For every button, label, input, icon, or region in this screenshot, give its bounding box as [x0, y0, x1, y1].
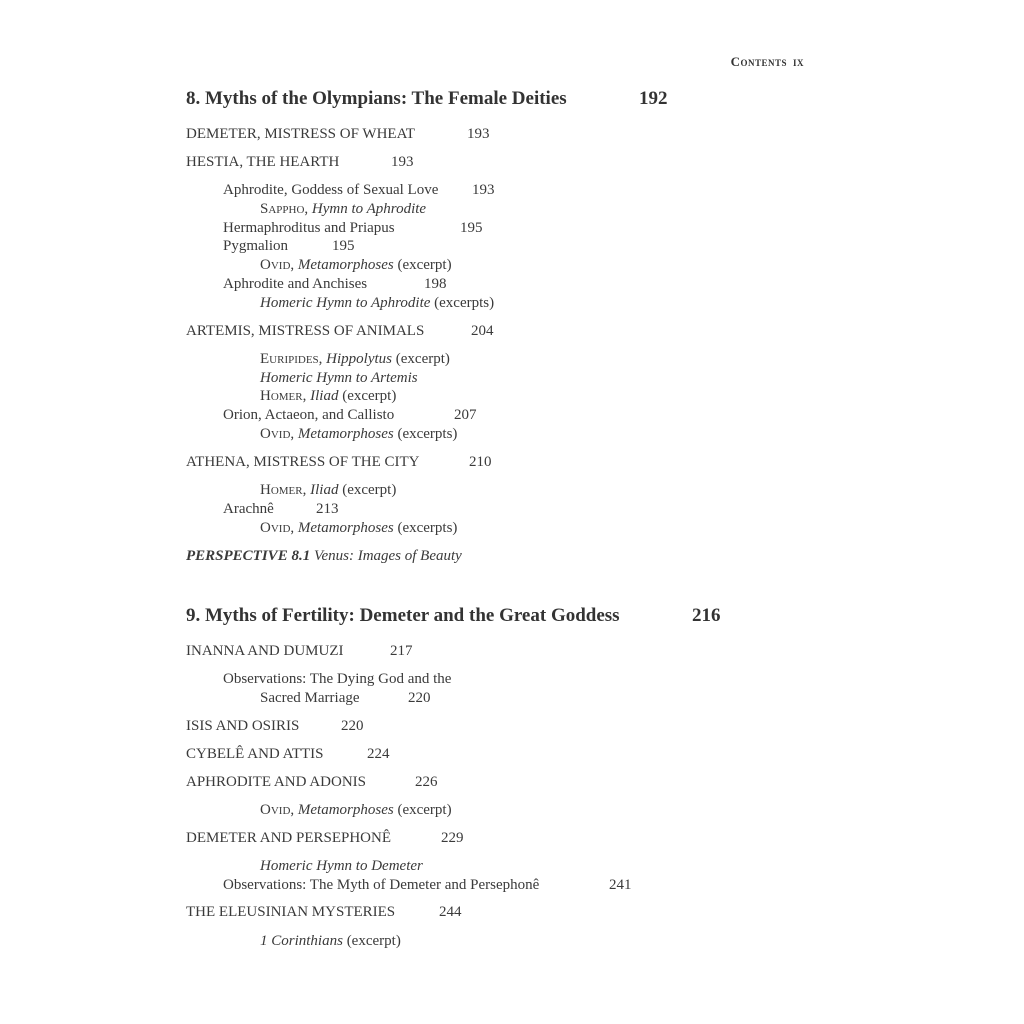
reading-note: (excerpt) [395, 351, 450, 367]
toc-entry-arachne[interactable] [223, 501, 339, 518]
reading-note: (excerpt) [342, 482, 397, 498]
entry-title: Pygmalion [223, 238, 289, 254]
entry-title: Hermaphroditus and Priapus [223, 220, 395, 236]
chapter-title: 9. Myths of Fertility: Demeter and the Great Goddess [186, 605, 620, 626]
reading-work: Homeric Hymn to Demeter [260, 858, 423, 874]
toc-entry-isis[interactable] [186, 718, 364, 735]
entry-title: HESTIA, THE HEARTH [186, 154, 340, 170]
reading-hymn-aphrodite [260, 295, 494, 312]
toc-entry-pygmalion[interactable] [223, 238, 355, 255]
reading-work: Metamorphoses [297, 520, 394, 536]
entry-title: ATHENA, MISTRESS OF THE CITY [186, 454, 420, 470]
reading-note: (excerpt) [342, 388, 397, 404]
reading-homer-2: Homer, Iliad (excerpt) [260, 482, 397, 498]
entry-title: Observations: The Myth of Demeter and Persephonê [223, 877, 540, 893]
entry-page: 210 [469, 454, 492, 470]
entry-page: 213 [316, 501, 339, 517]
entry-title: DEMETER, MISTRESS OF WHEAT [186, 126, 415, 142]
entry-title: DEMETER AND PERSEPHONÊ [186, 830, 392, 846]
reading-author: Ovid [260, 802, 291, 818]
toc-entry-orion[interactable] [223, 407, 477, 424]
entry-page: 229 [441, 830, 464, 846]
entry-title: Aphrodite, Goddess of Sexual Love [223, 182, 439, 198]
toc-entry-artemis[interactable] [186, 323, 494, 340]
reading-author: Sappho [260, 201, 305, 217]
reading-work: Metamorphoses [297, 426, 394, 442]
reading-euripides: Euripides, Hippolytus (excerpt) [260, 351, 450, 367]
toc-entry-athena[interactable] [186, 454, 492, 471]
reading-ovid-2: Ovid, Metamorphoses (excerpts) [260, 426, 458, 442]
perspective-entry[interactable] [186, 548, 462, 565]
reading-work: Iliad [310, 388, 339, 404]
reading-work: 1 Corinthians [260, 933, 343, 949]
toc-entry-persephone[interactable] [186, 830, 464, 847]
reading-author: Ovid [260, 426, 291, 442]
reading-note: (excerpt) [397, 802, 452, 818]
toc-entry-observations-dying-god[interactable] [223, 671, 451, 688]
reading-homer-1: Homer, Iliad (excerpt) [260, 388, 397, 404]
entry-page: 226 [415, 774, 438, 790]
perspective-title: Venus: Images of Beauty [313, 548, 462, 564]
toc-entry-hestia[interactable] [186, 154, 414, 171]
running-head [731, 54, 804, 70]
entry-page: 207 [454, 407, 477, 423]
reading-author: Ovid [260, 257, 291, 273]
entry-title: ISIS AND OSIRIS [186, 718, 300, 734]
chapter-page: 216 [692, 605, 721, 626]
toc-entry-hermaphroditus[interactable] [223, 220, 483, 237]
reading-note: (excerpts) [434, 295, 495, 311]
entry-title: CYBELÊ AND ATTIS [186, 746, 324, 762]
reading-note: (excerpts) [397, 520, 458, 536]
reading-work: Hymn to Aphrodite [311, 201, 427, 217]
running-head-label: Contents [730, 54, 787, 69]
toc-entry-observations-demeter[interactable] [223, 877, 632, 894]
entry-title: Aphrodite and Anchises [223, 276, 368, 292]
reading-work: Homeric Hymn to Aphrodite [260, 295, 431, 311]
reading-author: Euripides [260, 351, 319, 367]
toc-entry-cybele[interactable] [186, 746, 390, 763]
entry-page: 193 [391, 154, 414, 170]
entry-page: 193 [472, 182, 495, 198]
toc-entry-adonis[interactable] [186, 774, 438, 791]
perspective-label: PERSPECTIVE 8.1 [186, 548, 311, 564]
reading-author: Homer [260, 388, 303, 404]
reading-work: Metamorphoses [297, 257, 394, 273]
entry-page: 193 [467, 126, 490, 142]
toc-entry-observations-dying-god-cont[interactable] [260, 690, 431, 707]
entry-title: ARTEMIS, MISTRESS OF ANIMALS [186, 323, 425, 339]
chapter-9-heading[interactable] [186, 605, 721, 627]
reading-work: Hippolytus [326, 351, 393, 367]
entry-page: 224 [367, 746, 390, 762]
toc-entry-inanna[interactable] [186, 643, 413, 660]
entry-title: INANNA AND DUMUZI [186, 643, 344, 659]
reading-work: Homeric Hymn to Artemis [260, 370, 418, 386]
entry-page: 195 [332, 238, 355, 254]
entry-page: 217 [390, 643, 413, 659]
chapter-page: 192 [639, 88, 668, 109]
entry-title: THE ELEUSINIAN MYSTERIES [186, 904, 396, 920]
toc-entry-aphrodite[interactable] [223, 182, 495, 199]
reading-note: (excerpt) [346, 933, 401, 949]
reading-ovid-1: Ovid, Metamorphoses (excerpt) [260, 257, 452, 273]
entry-page: 220 [408, 690, 431, 706]
reading-hymn-artemis [260, 370, 418, 387]
entry-page: 241 [609, 877, 632, 893]
reading-work: Iliad [310, 482, 339, 498]
reading-author: Ovid [260, 520, 291, 536]
reading-sappho: Sappho, Hymn to Aphrodite [260, 201, 427, 217]
reading-ovid-3: Ovid, Metamorphoses (excerpts) [260, 520, 458, 536]
entry-title-line-2: Sacred Marriage [260, 690, 360, 706]
toc-entry-eleusinian[interactable] [186, 904, 462, 921]
entry-title-line-1: Observations: The Dying God and the [223, 671, 452, 687]
reading-hymn-demeter [260, 858, 423, 875]
entry-title: APHRODITE AND ADONIS [186, 774, 367, 790]
chapter-title: 8. Myths of the Olympians: The Female Deities [186, 88, 567, 109]
toc-entry-anchises[interactable] [223, 276, 447, 293]
page-number: ix [792, 54, 804, 69]
entry-page: 198 [424, 276, 447, 292]
entry-page: 195 [460, 220, 483, 236]
reading-note: (excerpts) [397, 426, 458, 442]
reading-note: (excerpt) [397, 257, 452, 273]
entry-title: Orion, Actaeon, and Callisto [223, 407, 395, 423]
entry-page: 204 [471, 323, 494, 339]
entry-page: 244 [439, 904, 462, 920]
chapter-8-heading[interactable] [186, 88, 668, 110]
entry-page: 220 [341, 718, 364, 734]
reading-author: Homer [260, 482, 303, 498]
toc-entry-demeter[interactable] [186, 126, 490, 143]
reading-corinthians [260, 933, 401, 950]
reading-ovid-4: Ovid, Metamorphoses (excerpt) [260, 802, 452, 818]
entry-title: Arachnê [223, 501, 274, 517]
reading-work: Metamorphoses [297, 802, 394, 818]
